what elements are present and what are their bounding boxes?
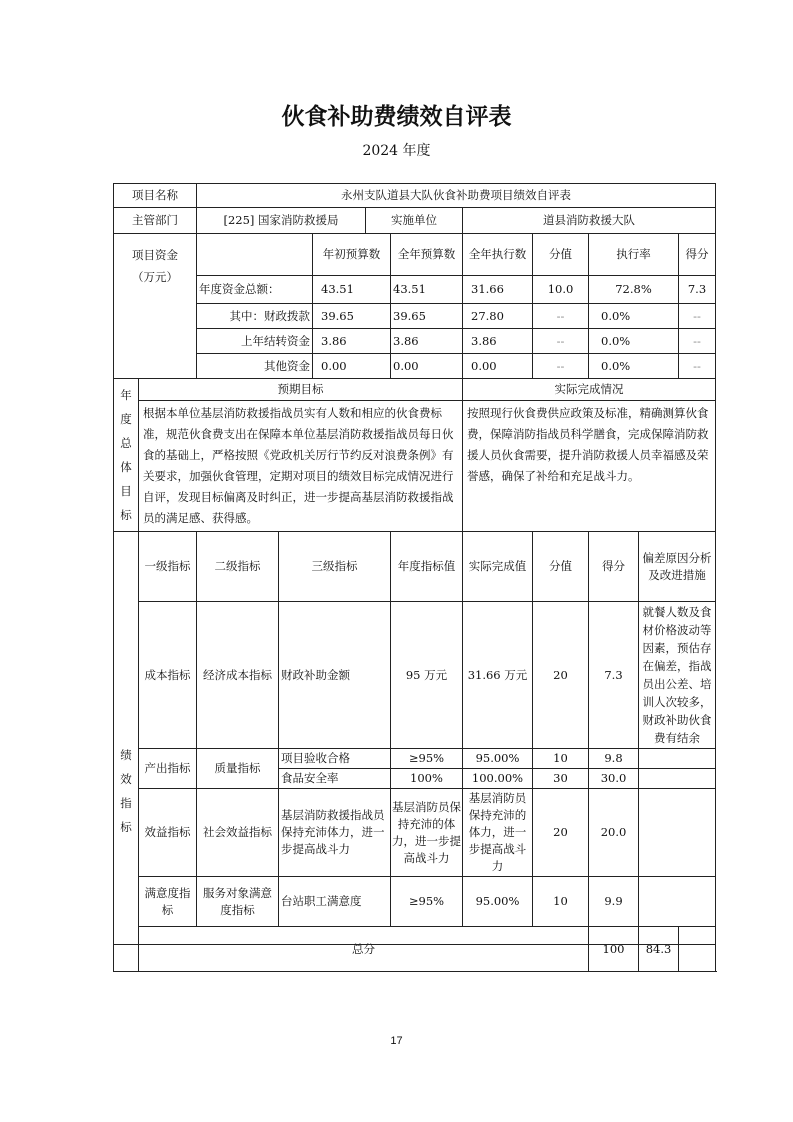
ind-note: 就餐人数及食材价格波动等因素，预估存在偏差，指战员出公差、培训人次较多，财政补助伙食费有结余 bbox=[639, 602, 716, 749]
funds-initial: 0.00 bbox=[313, 354, 391, 379]
expected-goal-label: 预期目标 bbox=[139, 379, 463, 401]
ind-l1: 成本指标 bbox=[139, 602, 197, 749]
ind-score: 9.9 bbox=[589, 877, 639, 927]
ind-l1: 效益指标 bbox=[139, 789, 197, 877]
funds-header: 执行率 bbox=[589, 234, 679, 276]
funds-label-line2: （万元） bbox=[132, 270, 178, 284]
funds-row bbox=[114, 329, 716, 354]
funds-row-name: 其他资金 bbox=[197, 354, 313, 379]
ind-actual: 100.00% bbox=[463, 769, 533, 789]
ind-score: 30.0 bbox=[589, 769, 639, 789]
funds-label bbox=[114, 234, 197, 379]
page-title: 伙食补助费绩效自评表 bbox=[281, 104, 512, 130]
funds-row bbox=[114, 354, 716, 379]
funds-header: 全年执行数 bbox=[463, 234, 533, 276]
actual-goal-text: 按照现行伙食费供应政策及标准，精确测算伙食费，保障消防指战员科学膳食，完成保障消防救援人员伙食需要，提升消防救援人员幸福感及荣誉感，确保了补给和充足战斗力。 bbox=[463, 401, 716, 532]
ind-note bbox=[639, 769, 716, 789]
year-subtitle: 2024 年度 bbox=[362, 143, 431, 159]
funds-initial: 3.86 bbox=[313, 329, 391, 354]
funds-rate: 0.0% bbox=[589, 304, 679, 329]
total-label: 总分 bbox=[139, 927, 589, 972]
funds-score-value: 10.0 bbox=[533, 276, 589, 304]
ind-value: 10 bbox=[533, 749, 589, 769]
ind-header: 偏差原因分析及改进措施 bbox=[639, 532, 716, 602]
page-number: 17 bbox=[390, 1035, 403, 1047]
funds-score: -- bbox=[679, 354, 716, 379]
funds-annual: 3.86 bbox=[391, 329, 463, 354]
ind-header: 实际完成值 bbox=[463, 532, 533, 602]
ind-target: 基层消防员保持充沛的体力，进一步提高战斗力 bbox=[391, 789, 463, 877]
ind-target: ≥95% bbox=[391, 877, 463, 927]
funds-row bbox=[114, 304, 716, 329]
ind-header: 分值 bbox=[533, 532, 589, 602]
project-name-label: 项目名称 bbox=[114, 184, 197, 208]
funds-header: 得分 bbox=[679, 234, 716, 276]
funds-initial: 43.51 bbox=[313, 276, 391, 304]
project-name: 永州支队道县大队伙食补助费项目绩效自评表 bbox=[197, 184, 716, 208]
ind-l3: 财政补助金额 bbox=[279, 602, 391, 749]
funds-score-value: -- bbox=[533, 329, 589, 354]
funds-rate: 0.0% bbox=[589, 329, 679, 354]
funds-annual: 43.51 bbox=[391, 276, 463, 304]
funds-header: 年初预算数 bbox=[313, 234, 391, 276]
funds-header: 全年预算数 bbox=[391, 234, 463, 276]
funds-annual: 39.65 bbox=[391, 304, 463, 329]
ind-l2: 社会效益指标 bbox=[197, 789, 279, 877]
ind-l3: 食品安全率 bbox=[279, 769, 391, 789]
impl-label: 实施单位 bbox=[366, 208, 463, 234]
ind-actual: 95.00% bbox=[463, 749, 533, 769]
ind-value: 20 bbox=[533, 789, 589, 877]
evaluation-table bbox=[113, 183, 716, 972]
actual-goal-label: 实际完成情况 bbox=[463, 379, 716, 401]
ind-score: 7.3 bbox=[589, 602, 639, 749]
dept-value: [225] 国家消防救援局 bbox=[197, 208, 366, 234]
goals-label: 年度总体目标 bbox=[114, 379, 139, 532]
total-value: 100 bbox=[589, 927, 639, 972]
total-note bbox=[679, 927, 716, 972]
funds-row-name: 上年结转资金 bbox=[197, 329, 313, 354]
indicators-label: 绩效指标 bbox=[114, 532, 139, 972]
dept-label: 主管部门 bbox=[114, 208, 197, 234]
ind-note bbox=[639, 749, 716, 769]
ind-value: 20 bbox=[533, 602, 589, 749]
ind-header: 三级指标 bbox=[279, 532, 391, 602]
ind-score: 9.8 bbox=[589, 749, 639, 769]
indicator-row bbox=[114, 877, 716, 927]
ind-l2: 服务对象满意度指标 bbox=[197, 877, 279, 927]
ind-l1: 产出指标 bbox=[139, 749, 197, 789]
funds-score: -- bbox=[679, 329, 716, 354]
funds-score: 7.3 bbox=[679, 276, 716, 304]
ind-header: 得分 bbox=[589, 532, 639, 602]
funds-executed: 0.00 bbox=[463, 354, 533, 379]
funds-row bbox=[114, 276, 716, 304]
funds-label-line1: 项目资金 bbox=[132, 248, 178, 262]
ind-value: 30 bbox=[533, 769, 589, 789]
ind-score: 20.0 bbox=[589, 789, 639, 877]
ind-target: 95 万元 bbox=[391, 602, 463, 749]
funds-row-name: 年度资金总额： bbox=[197, 276, 313, 304]
expected-goal-text: 根据本单位基层消防救援指战员实有人数和相应的伙食费标准，规范伙食费支出在保障本单位基层消防救援指战员每日伙食的基础上，严格按照《党政机关厉行节约反对浪费条例》有关要求，加强伙食管理，定期对项目的绩效目标完成情况进行自评，发现目标偏离及时纠正，进一步提高基层消防救援指战员的满足感、获得感。 bbox=[139, 401, 463, 532]
funds-score-value: -- bbox=[533, 304, 589, 329]
indicator-row bbox=[114, 749, 716, 769]
ind-l2: 经济成本指标 bbox=[197, 602, 279, 749]
ind-header: 一级指标 bbox=[139, 532, 197, 602]
ind-actual: 95.00% bbox=[463, 877, 533, 927]
funds-score: -- bbox=[679, 304, 716, 329]
funds-annual: 0.00 bbox=[391, 354, 463, 379]
funds-score-value: -- bbox=[533, 354, 589, 379]
ind-l1: 满意度指标 bbox=[139, 877, 197, 927]
ind-actual: 基层消防员保持充沛的体力，进一步提高战斗力 bbox=[463, 789, 533, 877]
funds-row-name: 其中：财政拨款 bbox=[197, 304, 313, 329]
funds-header: 分值 bbox=[533, 234, 589, 276]
total-row bbox=[114, 927, 716, 972]
ind-l2: 质量指标 bbox=[197, 749, 279, 789]
ind-l3: 项目验收合格 bbox=[279, 749, 391, 769]
ind-value: 10 bbox=[533, 877, 589, 927]
funds-header-blank bbox=[197, 234, 313, 276]
funds-executed: 3.86 bbox=[463, 329, 533, 354]
total-score: 84.3 bbox=[639, 927, 679, 972]
ind-l3: 台站职工满意度 bbox=[279, 877, 391, 927]
impl-value: 道县消防救援大队 bbox=[463, 208, 716, 234]
funds-executed: 31.66 bbox=[463, 276, 533, 304]
ind-note bbox=[639, 789, 716, 877]
funds-rate: 72.8% bbox=[589, 276, 679, 304]
funds-rate: 0.0% bbox=[589, 354, 679, 379]
indicator-row bbox=[114, 789, 716, 877]
ind-target: ≥95% bbox=[391, 749, 463, 769]
ind-header: 年度指标值 bbox=[391, 532, 463, 602]
ind-l3: 基层消防救援指战员保持充沛体力，进一步提高战斗力 bbox=[279, 789, 391, 877]
funds-initial: 39.65 bbox=[313, 304, 391, 329]
ind-note bbox=[639, 877, 716, 927]
funds-executed: 27.80 bbox=[463, 304, 533, 329]
ind-actual: 31.66 万元 bbox=[463, 602, 533, 749]
ind-header: 二级指标 bbox=[197, 532, 279, 602]
ind-target: 100% bbox=[391, 769, 463, 789]
indicator-row bbox=[114, 602, 716, 749]
